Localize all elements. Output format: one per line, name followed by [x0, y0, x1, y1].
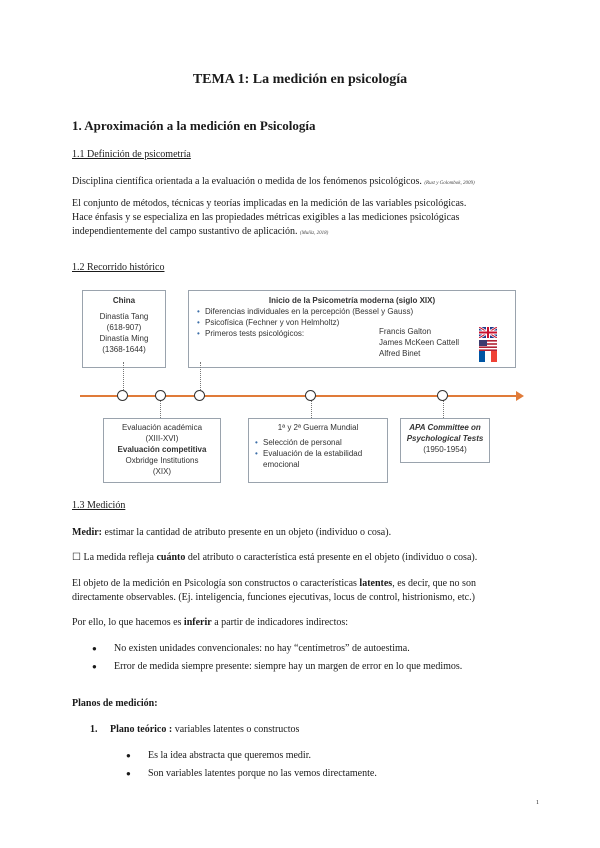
page-number: 1 [536, 800, 539, 806]
modern-item-2: • Psicofísica (Fechner y von Helmholtz) [195, 317, 509, 328]
modern-psychometrics-box [188, 290, 516, 368]
modern-list [195, 306, 509, 339]
measure-paragraph-1 [72, 526, 542, 540]
plane-item-1-title: Plano teórico : [110, 724, 173, 735]
measure-p3-line2: directamente observables. (Ej. inteligencia, funciones ejecutivas, locus de control, histrionismo, etc.) [72, 592, 475, 603]
china-box [82, 290, 166, 368]
modern-title: Inicio de la Psicometría moderna (siglo XIX) [268, 296, 436, 305]
modern-item-1: • Diferencias individuales en la percepción (Bessel y Gauss) [195, 306, 509, 317]
connector-apa [443, 400, 444, 418]
section-1-heading: 1. Aproximación a la medición en Psicología [72, 118, 316, 133]
world-war-box [248, 418, 388, 483]
plane-item-1-number: 1. [90, 724, 98, 735]
measure-p2-bold: cuánto [156, 552, 186, 563]
modern-item-3: • Primeros tests psicológicos: [195, 328, 509, 339]
inference-list [92, 642, 462, 678]
measure-p4-post: a partir de indicadores indirectos: [211, 617, 349, 628]
academic-line-2: (XIII-XVI) [145, 434, 179, 443]
planes-heading: Planos de medición: [72, 698, 158, 709]
academic-line-1: Evaluación académica [121, 423, 203, 432]
section-1-1-heading: 1.1 Definición de psicometría [72, 149, 191, 160]
inference-item-1: ● No existen unidades convencionales: no hay “centímetros” de autoestima. [92, 642, 462, 656]
measure-p3-pre: El objeto de la medición en Psicología son constructos o características [72, 578, 360, 589]
china-line-3: Dinastía Ming [99, 334, 149, 343]
measure-definition: estimar la cantidad de atributo presente en un objeto (individuo o cosa). [102, 527, 392, 538]
academic-line-5: (XIX) [152, 467, 172, 476]
academic-line-3: Evaluación competitiva [117, 445, 207, 454]
section-1-3-heading: 1.3 Medición [72, 500, 126, 511]
measure-p3-bold: latentes [359, 578, 393, 589]
us-flag-icon [479, 340, 497, 351]
timeline-arrow-icon [516, 391, 524, 401]
china-line-4: (1368-1644) [102, 345, 146, 354]
timeline-dot-3 [194, 390, 205, 401]
measure-p2-pre: ☐ La medida refleja [72, 552, 157, 563]
apa-box [400, 418, 490, 463]
timeline-dot-4 [305, 390, 316, 401]
definition-line-1: El conjunto de métodos, técnicas y teorías implicadas en la medición de las variables psicológicas. [72, 198, 467, 209]
connector-academic [160, 400, 161, 418]
apa-line-3: (1950-1954) [423, 445, 467, 454]
definition-line-3: independientemente del campo sustantivo de aplicación. [72, 226, 298, 237]
pioneer-binet: Alfred Binet [379, 349, 421, 358]
measure-paragraph-3 [72, 577, 542, 605]
citation-muniz: (Muñiz, 2018) [299, 231, 329, 236]
china-title: China [112, 296, 136, 305]
measure-paragraph-4 [72, 616, 542, 630]
plane-item-1-text: variables latentes o constructos [172, 724, 300, 735]
war-item-2: • Evaluación de la estabilidad emocional [253, 448, 383, 470]
definition-line-2: Hace énfasis y se especializa en las propiedades métricas exigibles a las mediciones psicológicas [72, 212, 460, 223]
theoretical-item-1: ● Es la idea abstracta que queremos medir. [126, 749, 377, 763]
connector-war [311, 400, 312, 418]
pioneer-galton: Francis Galton [379, 327, 432, 336]
timeline-dot-1 [117, 390, 128, 401]
document-title: TEMA 1: La medición en psicología [192, 72, 408, 87]
measure-p3-post: , es decir, que no son [392, 578, 476, 589]
definition-text-1: Disciplina científica orientada a la evaluación o medida de los fenómenos psicológicos. [72, 176, 422, 187]
war-item-1: • Selección de personal [253, 437, 383, 448]
timeline-dot-2 [155, 390, 166, 401]
test-pioneers [379, 326, 459, 359]
apa-line-1: APA Committee on [409, 423, 481, 432]
war-list [253, 437, 383, 470]
france-flag-icon [479, 351, 497, 362]
inference-item-2: ● Error de medida siempre presente: siempre hay un margen de error en lo que medimos. [92, 660, 462, 674]
apa-line-2: Psychological Tests [406, 434, 484, 443]
pioneer-cattell: James McKeen Cattell [379, 338, 460, 347]
academic-line-4: Oxbridge Institutions [125, 456, 199, 465]
connector-china [123, 362, 124, 390]
measure-paragraph-2 [72, 551, 542, 565]
section-1-2-heading: 1.2 Recorrido histórico [72, 262, 165, 273]
theoretical-item-2: ● Son variables latentes porque no las vemos directamente. [126, 767, 377, 781]
citation-rust: (Rust y Golombok, 2009) [424, 181, 475, 186]
timeline-axis [80, 395, 520, 397]
connector-modern [200, 362, 201, 390]
measure-p2-post: del atributo o característica está presente en el objeto (individuo o cosa). [185, 552, 478, 563]
measure-p4-bold: inferir [183, 617, 212, 628]
academic-box [103, 418, 221, 483]
china-line-1: Dinastía Tang [99, 312, 149, 321]
plane-item-1 [90, 724, 299, 735]
uk-flag-icon [479, 327, 497, 338]
war-title: 1ª y 2ª Guerra Mundial [277, 423, 359, 432]
china-line-2: (618-907) [106, 323, 142, 332]
measure-term: Medir: [72, 527, 102, 538]
timeline-dot-5 [437, 390, 448, 401]
theoretical-plane-list [126, 749, 377, 785]
measure-p4-pre: Por ello, lo que hacemos es [72, 617, 184, 628]
